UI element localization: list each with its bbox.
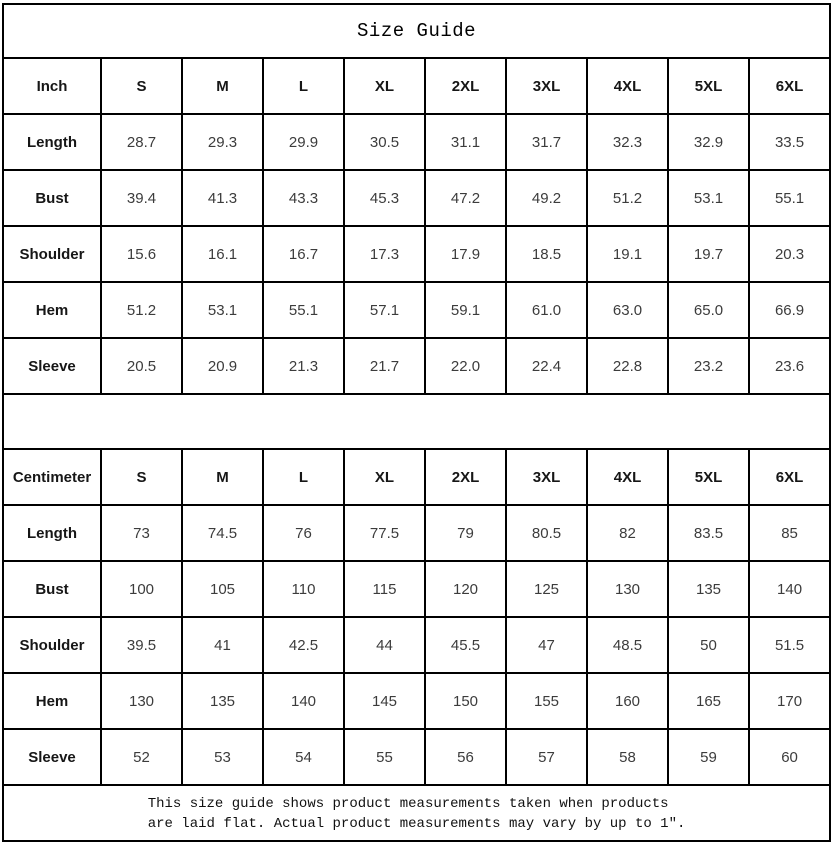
measurement-value: 160 [587, 673, 668, 729]
measurement-value: 58 [587, 729, 668, 785]
measurement-value: 41 [182, 617, 263, 673]
size-header-cell: S [101, 449, 182, 505]
measurement-value: 57 [506, 729, 587, 785]
unit-header-cell: Inch [3, 58, 101, 114]
measurement-value: 59.1 [425, 282, 506, 338]
size-header-row [3, 58, 830, 114]
measurement-value: 57.1 [344, 282, 425, 338]
measurement-value: 60 [749, 729, 830, 785]
measurement-row [3, 729, 830, 785]
measurement-label: Sleeve [3, 338, 101, 394]
measurement-value: 32.3 [587, 114, 668, 170]
measurement-label: Length [3, 114, 101, 170]
measurement-value: 28.7 [101, 114, 182, 170]
measurement-value: 82 [587, 505, 668, 561]
size-header-cell: L [263, 58, 344, 114]
measurement-value: 47 [506, 617, 587, 673]
measurement-value: 21.3 [263, 338, 344, 394]
footer-note-text [148, 794, 686, 835]
measurement-value: 17.9 [425, 226, 506, 282]
footer-note [3, 785, 830, 841]
measurement-value: 170 [749, 673, 830, 729]
footer-line-1: This size guide shows product measurements taken when products [147, 795, 669, 812]
measurement-value: 80.5 [506, 505, 587, 561]
measurement-value: 20.9 [182, 338, 263, 394]
measurement-value: 45.3 [344, 170, 425, 226]
measurement-value: 56 [425, 729, 506, 785]
size-header-cell: 6XL [749, 58, 830, 114]
size-header-cell: 6XL [749, 449, 830, 505]
title-row [3, 4, 830, 58]
measurement-row [3, 226, 830, 282]
measurement-value: 65.0 [668, 282, 749, 338]
measurement-value: 55.1 [749, 170, 830, 226]
measurement-value: 22.4 [506, 338, 587, 394]
measurement-label: Hem [3, 673, 101, 729]
measurement-value: 49.2 [506, 170, 587, 226]
measurement-value: 66.9 [749, 282, 830, 338]
table-spacer [3, 394, 830, 449]
measurement-value: 83.5 [668, 505, 749, 561]
measurement-value: 44 [344, 617, 425, 673]
measurement-value: 125 [506, 561, 587, 617]
table-spacer-row [3, 394, 830, 449]
measurement-value: 55 [344, 729, 425, 785]
measurement-row [3, 617, 830, 673]
measurement-value: 29.3 [182, 114, 263, 170]
measurement-value: 31.7 [506, 114, 587, 170]
measurement-value: 45.5 [425, 617, 506, 673]
spacer-section [3, 394, 830, 449]
measurement-value: 110 [263, 561, 344, 617]
measurement-value: 100 [101, 561, 182, 617]
measurement-value: 53 [182, 729, 263, 785]
measurement-value: 155 [506, 673, 587, 729]
measurement-value: 165 [668, 673, 749, 729]
measurement-value: 79 [425, 505, 506, 561]
measurement-value: 23.6 [749, 338, 830, 394]
measurement-value: 105 [182, 561, 263, 617]
measurement-value: 20.5 [101, 338, 182, 394]
size-header-row [3, 449, 830, 505]
measurement-value: 22.0 [425, 338, 506, 394]
measurement-value: 42.5 [263, 617, 344, 673]
centimeter-table-body [3, 449, 830, 785]
measurement-value: 85 [749, 505, 830, 561]
measurement-value: 76 [263, 505, 344, 561]
measurement-row [3, 282, 830, 338]
measurement-value: 150 [425, 673, 506, 729]
measurement-label: Sleeve [3, 729, 101, 785]
measurement-label: Length [3, 505, 101, 561]
measurement-value: 59 [668, 729, 749, 785]
footer-row [3, 785, 830, 841]
size-header-cell: 2XL [425, 58, 506, 114]
size-guide-page [2, 3, 830, 842]
measurement-value: 15.6 [101, 226, 182, 282]
footer-line-2: are laid flat. Actual product measurements may vary by up to 1″. [147, 816, 686, 832]
measurement-value: 51.2 [587, 170, 668, 226]
measurement-value: 19.1 [587, 226, 668, 282]
measurement-value: 31.1 [425, 114, 506, 170]
size-header-cell: XL [344, 58, 425, 114]
measurement-label: Shoulder [3, 617, 101, 673]
measurement-value: 140 [263, 673, 344, 729]
measurement-value: 130 [101, 673, 182, 729]
measurement-value: 77.5 [344, 505, 425, 561]
measurement-value: 73 [101, 505, 182, 561]
measurement-label: Hem [3, 282, 101, 338]
size-header-cell: 4XL [587, 449, 668, 505]
measurement-value: 41.3 [182, 170, 263, 226]
measurement-value: 63.0 [587, 282, 668, 338]
measurement-value: 51.5 [749, 617, 830, 673]
measurement-value: 53.1 [668, 170, 749, 226]
measurement-value: 74.5 [182, 505, 263, 561]
measurement-value: 20.3 [749, 226, 830, 282]
measurement-value: 43.3 [263, 170, 344, 226]
size-header-cell: 3XL [506, 449, 587, 505]
measurement-value: 21.7 [344, 338, 425, 394]
measurement-row [3, 170, 830, 226]
measurement-value: 23.2 [668, 338, 749, 394]
measurement-value: 140 [749, 561, 830, 617]
measurement-row [3, 561, 830, 617]
size-guide-table [2, 3, 831, 842]
measurement-value: 48.5 [587, 617, 668, 673]
measurement-value: 39.5 [101, 617, 182, 673]
measurement-value: 30.5 [344, 114, 425, 170]
measurement-value: 39.4 [101, 170, 182, 226]
size-header-cell: 4XL [587, 58, 668, 114]
size-header-cell: 3XL [506, 58, 587, 114]
measurement-value: 135 [182, 673, 263, 729]
size-header-cell: S [101, 58, 182, 114]
measurement-value: 16.1 [182, 226, 263, 282]
measurement-value: 61.0 [506, 282, 587, 338]
measurement-value: 29.9 [263, 114, 344, 170]
measurement-row [3, 114, 830, 170]
size-header-cell: M [182, 58, 263, 114]
inch-table-body [3, 58, 830, 394]
footer-section [3, 785, 830, 841]
size-header-cell: L [263, 449, 344, 505]
measurement-value: 52 [101, 729, 182, 785]
measurement-value: 50 [668, 617, 749, 673]
measurement-value: 53.1 [182, 282, 263, 338]
measurement-value: 32.9 [668, 114, 749, 170]
measurement-row [3, 673, 830, 729]
measurement-value: 16.7 [263, 226, 344, 282]
measurement-value: 54 [263, 729, 344, 785]
measurement-label: Bust [3, 561, 101, 617]
measurement-label: Shoulder [3, 226, 101, 282]
measurement-value: 33.5 [749, 114, 830, 170]
size-header-cell: 5XL [668, 58, 749, 114]
measurement-value: 19.7 [668, 226, 749, 282]
measurement-value: 145 [344, 673, 425, 729]
page-title: Size Guide [3, 4, 830, 58]
unit-header-cell: Centimeter [3, 449, 101, 505]
measurement-row [3, 338, 830, 394]
size-header-cell: 2XL [425, 449, 506, 505]
size-header-cell: XL [344, 449, 425, 505]
measurement-value: 130 [587, 561, 668, 617]
measurement-value: 51.2 [101, 282, 182, 338]
measurement-label: Bust [3, 170, 101, 226]
measurement-value: 120 [425, 561, 506, 617]
title-section [3, 4, 830, 58]
measurement-value: 18.5 [506, 226, 587, 282]
measurement-value: 17.3 [344, 226, 425, 282]
measurement-value: 22.8 [587, 338, 668, 394]
size-header-cell: M [182, 449, 263, 505]
measurement-value: 115 [344, 561, 425, 617]
measurement-value: 55.1 [263, 282, 344, 338]
measurement-row [3, 505, 830, 561]
measurement-value: 47.2 [425, 170, 506, 226]
measurement-value: 135 [668, 561, 749, 617]
size-header-cell: 5XL [668, 449, 749, 505]
